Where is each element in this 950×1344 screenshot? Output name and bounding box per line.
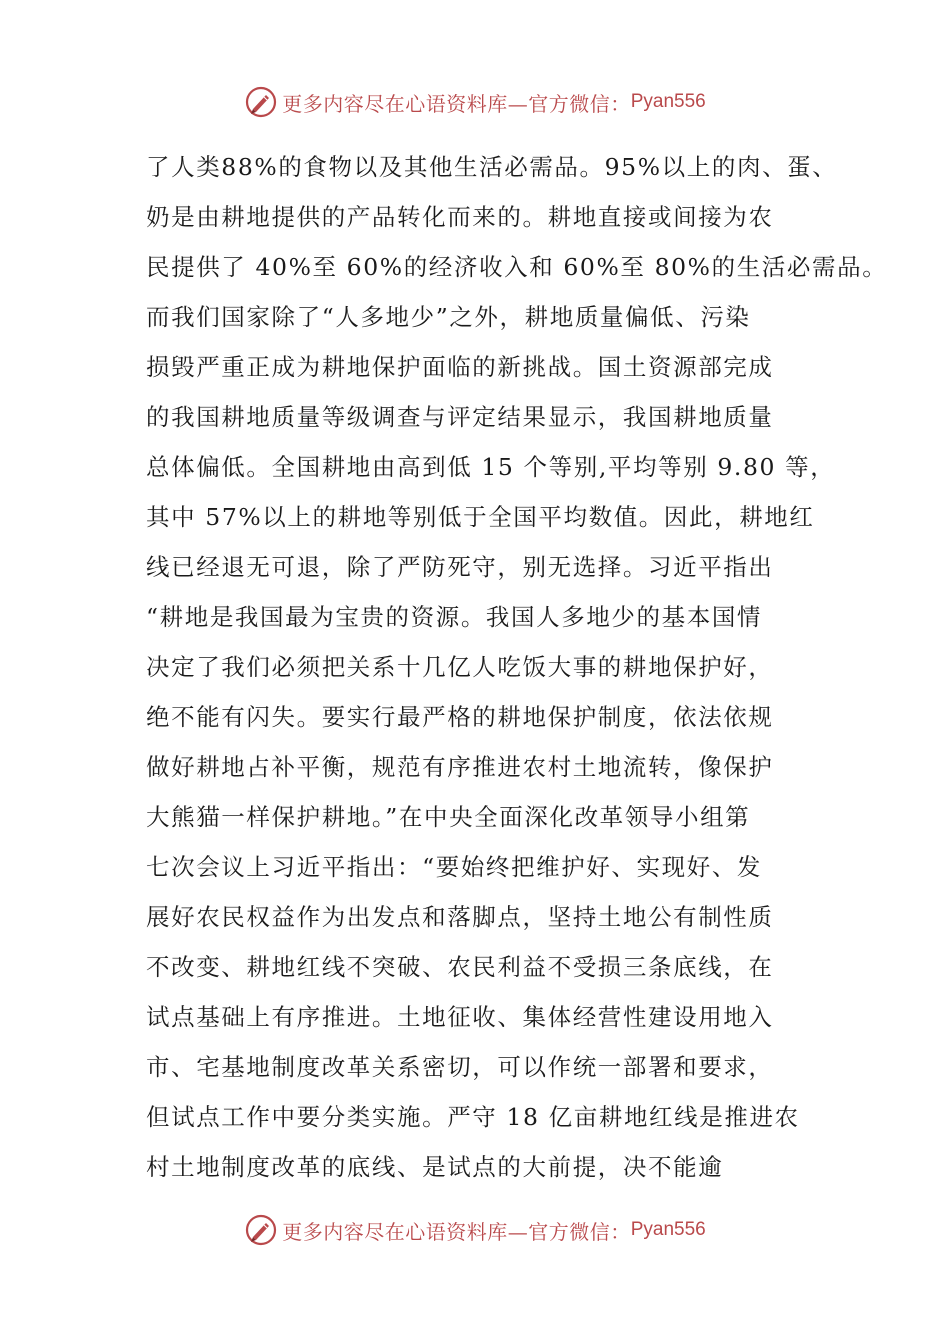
footer-contact: Pyan556: [630, 1219, 706, 1240]
body-line: 不改变、耕地红线不突破、农民利益不受损三条底线，在: [146, 953, 774, 981]
body-line: 损毁严重正成为耕地保护面临的新挑战。国土资源部完成: [146, 353, 774, 381]
footer-brand-text: 更多内容尽在心语资料库—官方微信：: [282, 1219, 631, 1244]
pen-logo-icon: [244, 85, 278, 119]
body-line: 七次会议上习近平指出：“要始终把维护好、实现好、发: [146, 853, 763, 881]
body-line: 其中 57%以上的耕地等别低于全国平均数值。因此，耕地红: [146, 503, 815, 531]
body-line: 了人类88%的食物以及其他生活必需品。95%以上的肉、蛋、: [146, 153, 838, 181]
body-line: 村土地制度改革的底线、是试点的大前提，决不能逾: [146, 1153, 724, 1181]
body-line: 市、宅基地制度改革关系密切，可以作统一部署和要求，: [146, 1053, 774, 1081]
body-line: 总体偏低。全国耕地由高到低 15 个等别,平均等别 9.80 等，: [146, 453, 836, 481]
body-line: 展好农民权益作为出发点和落脚点，坚持土地公有制性质: [146, 903, 774, 931]
body-line: 但试点工作中要分类实施。严守 18 亿亩耕地红线是推进农: [146, 1103, 800, 1131]
document-body: [146, 142, 888, 1192]
body-line: 而我们国家除了“人多地少”之外，耕地质量偏低、污染: [146, 303, 751, 331]
body-line: 绝不能有闪失。要实行最严格的耕地保护制度，依法依规: [146, 703, 774, 731]
body-line: 奶是由耕地提供的产品转化而来的。耕地直接或间接为农: [146, 203, 774, 231]
body-line: 决定了我们必须把关系十几亿人吃饭大事的耕地保护好，: [146, 653, 774, 681]
header-brand-text: 更多内容尽在心语资料库—官方微信：: [282, 91, 631, 116]
body-line: 民提供了 40%至 60%的经济收入和 60%至 80%的生活必需品。: [146, 253, 888, 281]
header-banner: [0, 80, 950, 124]
body-line: 试点基础上有序推进。土地征收、集体经营性建设用地入: [146, 1003, 774, 1031]
header-contact: Pyan556: [630, 91, 706, 112]
body-line: 大熊猫一样保护耕地。”在中央全面深化改革领导小组第: [146, 803, 751, 831]
footer-banner: [0, 1208, 950, 1252]
body-line: “耕地是我国最为宝贵的资源。我国人多地少的基本国情: [146, 603, 763, 631]
body-line: 做好耕地占补平衡，规范有序推进农村土地流转，像保护: [146, 753, 774, 781]
pen-logo-icon: [244, 1213, 278, 1247]
body-line: 的我国耕地质量等级调查与评定结果显示，我国耕地质量: [146, 403, 774, 431]
body-line: 线已经退无可退，除了严防死守，别无选择。习近平指出: [146, 553, 774, 581]
